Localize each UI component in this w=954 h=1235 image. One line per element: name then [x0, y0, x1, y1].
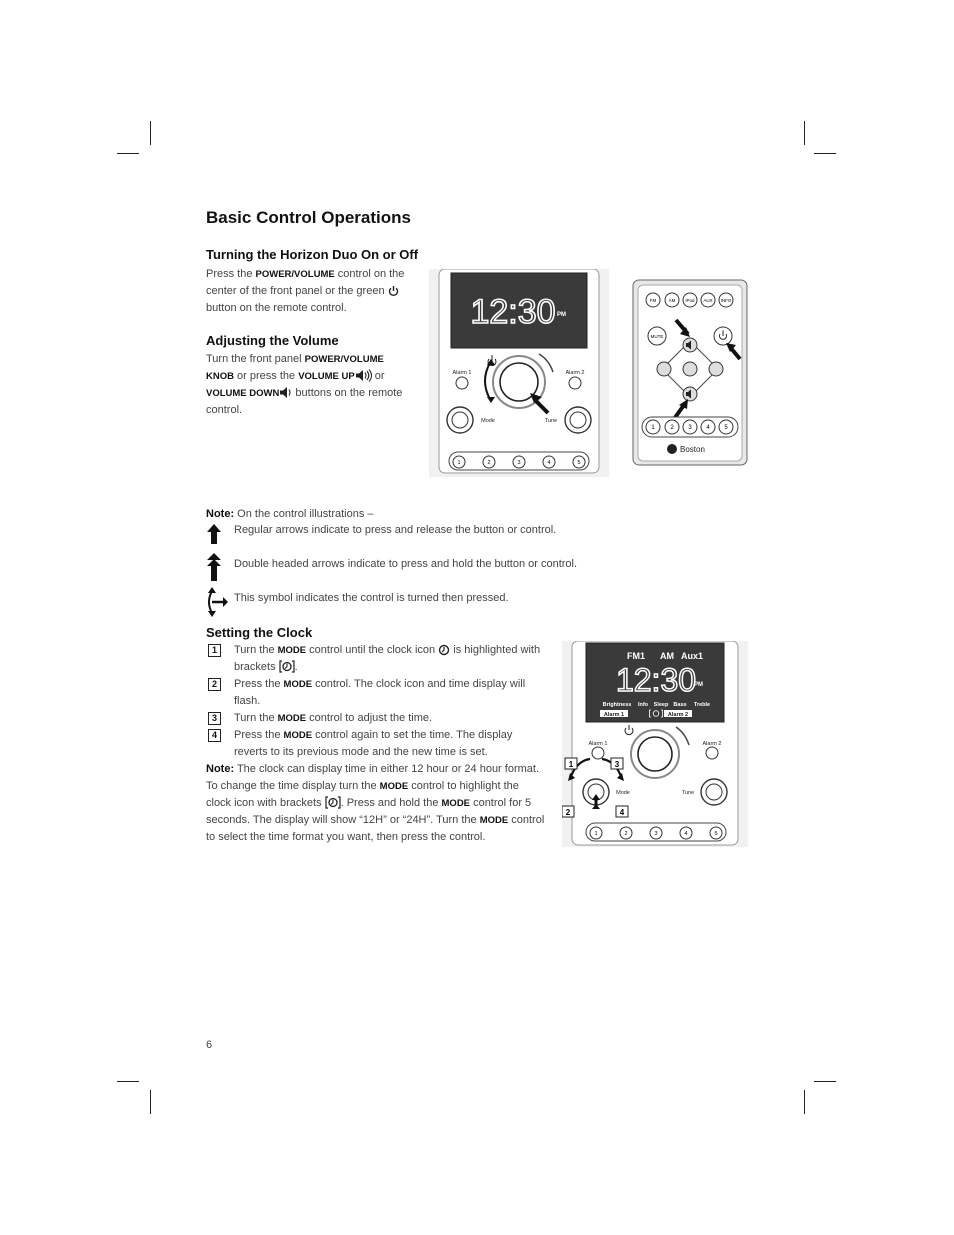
- alarm2-label: Alarm 2: [565, 370, 585, 376]
- power-volume-knob: [638, 737, 672, 771]
- heading-turning-on: Turning the Horizon Duo On or Off: [206, 247, 419, 262]
- menu-brightness: Brightness: [602, 702, 632, 708]
- list-item: 1 Turn the MODE control until the clock icon is highlighted with brackets .: [206, 642, 546, 676]
- clock-time: 12:30: [470, 293, 556, 331]
- svg-text:FM: FM: [649, 298, 657, 303]
- heading-volume: Adjusting the Volume: [206, 333, 339, 348]
- band-fm1: FM1: [627, 651, 645, 661]
- step-label-1: 1: [568, 760, 574, 769]
- menu-treble: Treble: [693, 702, 711, 708]
- mode-label: Mode: [616, 790, 630, 796]
- svg-text:AM: AM: [668, 298, 676, 303]
- svg-text:3: 3: [654, 831, 658, 837]
- crop-mark: [117, 153, 139, 154]
- mode-label: Mode: [481, 418, 495, 424]
- power-icon: [388, 285, 399, 297]
- crop-mark: [150, 121, 151, 145]
- crop-mark: [804, 1090, 805, 1114]
- svg-text:1: 1: [651, 425, 655, 431]
- svg-text:1: 1: [594, 831, 598, 837]
- menu-bass: Bass: [673, 702, 687, 708]
- alarm2-button: [569, 377, 581, 389]
- clock-note: Note: The clock can display time in either 12 hour or 24 hour format. To change the time display turn the MODE control to highlight the clock icon with brackets . Press and hold the MODE control for 5 seconds. The display will show “12H” or “24H”. Turn the MODE control to select the time format you want, then press the control.: [206, 763, 545, 843]
- crop-mark: [117, 1081, 139, 1082]
- bracketed-clock-icon: [325, 796, 341, 809]
- pm-indicator: PM: [694, 682, 703, 688]
- alarm1-button: [456, 377, 468, 389]
- menu-sleep: Sleep: [653, 702, 669, 708]
- alarm1-indicator: Alarm 1: [603, 712, 625, 718]
- band-aux1: Aux1: [680, 651, 704, 661]
- alarm2-label: Alarm 2: [702, 741, 722, 747]
- svg-text:4: 4: [547, 460, 551, 466]
- svg-text:INFO: INFO: [720, 298, 732, 303]
- alarm1-label: Alarm 1: [452, 370, 472, 376]
- page-title: Basic Control Operations: [206, 208, 411, 227]
- boston-logo: [667, 444, 677, 454]
- pm-indicator: PM: [557, 312, 566, 318]
- band-am: AM: [660, 651, 674, 661]
- svg-text:1: 1: [457, 460, 461, 466]
- tune-label: Tune: [681, 790, 695, 796]
- svg-text:2: 2: [670, 425, 674, 431]
- volume-down-icon: [279, 386, 292, 399]
- turning-on-text: Press the POWER/VOLUME control on the center of the front panel or the green button on the remote control.: [206, 268, 405, 314]
- svg-text:AUX: AUX: [703, 298, 713, 303]
- list-item: 3 Turn the MODE control to adjust the time.: [206, 710, 546, 727]
- svg-text:4: 4: [684, 831, 688, 837]
- volume-up-icon: [355, 369, 372, 382]
- heading-setting-clock: Setting the Clock: [206, 625, 313, 640]
- crop-mark: [804, 121, 805, 145]
- svg-text:5: 5: [714, 831, 718, 837]
- crop-mark: [814, 153, 836, 154]
- crop-mark: [150, 1090, 151, 1114]
- note-intro: Note: On the control illustrations –: [206, 508, 374, 520]
- clock-time: 12:30: [615, 662, 697, 698]
- menu-info: Info: [637, 702, 649, 708]
- turn-press-icon: [206, 587, 228, 617]
- page-number: 6: [206, 1039, 213, 1051]
- svg-text:iPod: iPod: [685, 298, 695, 303]
- brand-label: Boston: [680, 445, 705, 454]
- step-label-4: 4: [619, 808, 625, 817]
- alarm2-indicator: Alarm 2: [667, 712, 689, 718]
- mute-label: MUTE: [650, 334, 664, 339]
- svg-text:3: 3: [688, 425, 692, 431]
- remote-illustration: [632, 279, 749, 467]
- clock-steps: [206, 642, 546, 846]
- bracketed-clock-icon: [279, 660, 295, 673]
- svg-text:4: 4: [706, 425, 710, 431]
- svg-text:3: 3: [517, 460, 521, 466]
- list-item: 4 Press the MODE control again to set the time. The display reverts to its previous mode and the new time is set.: [206, 727, 546, 761]
- step-label-3: 3: [614, 760, 620, 769]
- alarm1-button: [592, 747, 604, 759]
- svg-text:5: 5: [724, 425, 728, 431]
- double-arrow-icon: [206, 553, 222, 581]
- clock-icon: [438, 644, 450, 656]
- alarm1-label: Alarm 1: [588, 741, 608, 747]
- list-item: 2 Press the MODE control. The clock icon and time display will flash.: [206, 676, 546, 710]
- step-label-2: 2: [565, 808, 571, 817]
- alarm2-button: [706, 747, 718, 759]
- front-panel-illustration: [429, 269, 609, 477]
- svg-text:5: 5: [577, 460, 581, 466]
- volume-text: Turn the front panel POWER/VOLUME KNOB or press the VOLUME UP or VOLUME DOWN buttons on the remote control.: [206, 353, 403, 416]
- single-arrow-icon: [206, 524, 222, 544]
- crop-mark: [814, 1081, 836, 1082]
- clock-panel-illustration: [562, 641, 748, 847]
- svg-text:2: 2: [624, 831, 628, 837]
- rewind-button: [657, 362, 671, 376]
- forward-button: [709, 362, 723, 376]
- play-pause-button: [683, 362, 697, 376]
- svg-text:2: 2: [487, 460, 491, 466]
- tune-label: Tune: [544, 418, 558, 424]
